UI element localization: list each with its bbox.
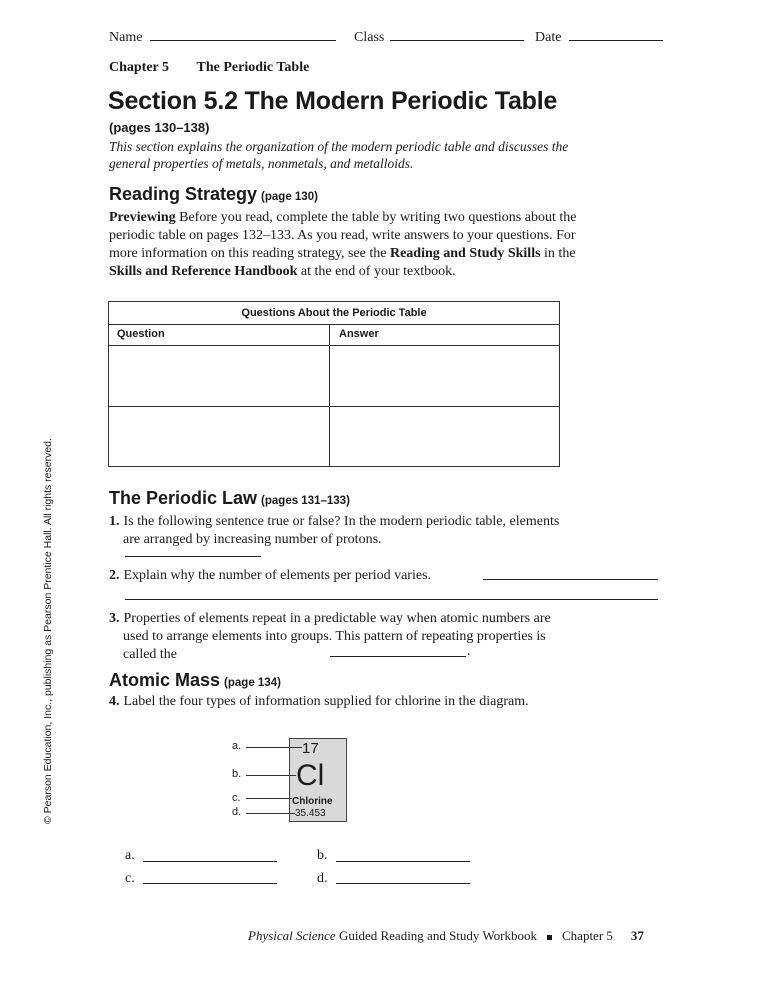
- date-label: Date: [535, 30, 562, 45]
- rs-text-2: in the: [540, 246, 576, 261]
- footer-book-title: Guided Reading and Study Workbook: [335, 928, 537, 943]
- answer-b-label: b.: [317, 848, 328, 863]
- diagram-label-d: d.: [232, 806, 242, 818]
- chapter-number: Chapter 5: [109, 60, 170, 75]
- element-atomic-mass: 35.453: [295, 808, 326, 819]
- question-4: [109, 693, 563, 711]
- diagram-leader-c: [246, 798, 292, 799]
- answer-a-line[interactable]: [143, 861, 277, 862]
- question-1-number: 1.: [109, 514, 120, 529]
- previewing-lead: Previewing: [109, 210, 176, 225]
- table-caption: Questions About the Periodic Table: [109, 302, 559, 325]
- question-3-text: Properties of elements repeat in a predictable way when atomic numbers are used to arrange elements into groups. This pattern of repeating properties is called the: [123, 611, 551, 662]
- reading-strategy-pages: (page 130): [261, 191, 318, 203]
- chapter-line: [109, 60, 309, 76]
- class-input[interactable]: [390, 28, 524, 41]
- question-1-text: Is the following sentence true or false? In the modern periodic table, elements are arranged by increasing number of protons.: [123, 514, 560, 547]
- table-header-question: Question: [117, 328, 165, 340]
- diagram-label-b: b.: [232, 768, 242, 780]
- copyright-sidebar: © Pearson Education, Inc., publishing as Pearson Prentice Hall. All rights reserved.: [42, 438, 54, 824]
- answer-b-line[interactable]: [336, 861, 470, 862]
- diagram-leader-b: [246, 775, 296, 776]
- reading-strategy-paragraph: [109, 209, 579, 281]
- question-2-number: 2.: [109, 568, 120, 583]
- questions-table: [108, 301, 560, 467]
- answer-a-label: a.: [125, 848, 135, 863]
- question-1: [109, 513, 573, 549]
- rs-text-3: at the end of your textbook.: [297, 264, 456, 279]
- question-4-number: 4.: [109, 694, 120, 709]
- class-field: [354, 28, 524, 46]
- class-label: Class: [354, 30, 385, 45]
- question-2-answer-line-2[interactable]: [125, 599, 658, 600]
- table-header-answer: Answer: [339, 328, 379, 340]
- question-2-text: Explain why the number of elements per period varies.: [123, 568, 432, 583]
- question-1-answer-line[interactable]: [125, 556, 261, 557]
- table-cell-question-1[interactable]: [109, 346, 329, 406]
- footer-book-title-italic: Physical Science: [248, 928, 336, 943]
- footer-chapter: Chapter 5: [562, 928, 613, 943]
- chapter-title: The Periodic Table: [196, 60, 310, 75]
- diagram-label-a: a.: [232, 740, 242, 752]
- date-input[interactable]: [569, 28, 663, 41]
- question-3-period: .: [467, 644, 471, 659]
- footer: [248, 928, 644, 944]
- diagram-label-c: c.: [232, 792, 241, 804]
- answer-d-line[interactable]: [336, 883, 470, 884]
- element-name: Chlorine: [292, 796, 333, 807]
- reading-strategy-heading: [109, 184, 318, 205]
- element-atomic-number: 17: [302, 740, 319, 757]
- element-symbol: Cl: [296, 759, 325, 792]
- rs-text-1: Before you read, complete the table by writing two questions about the periodic table on pages 132–133. As you read, write answers to your questions. For more information on this reading strategy, see the: [109, 210, 577, 261]
- answer-c-label: c.: [125, 871, 135, 886]
- reading-strategy-title: Reading Strategy: [109, 184, 258, 204]
- question-3-answer-line[interactable]: [330, 656, 466, 657]
- periodic-law-heading: [109, 488, 350, 509]
- atomic-mass-heading: [109, 670, 281, 691]
- atomic-mass-pages: (page 134): [224, 677, 281, 689]
- rs-bold-2: Skills and Reference Handbook: [109, 264, 298, 279]
- question-4-text: Label the four types of information supplied for chlorine in the diagram.: [123, 694, 529, 709]
- section-pages: (pages 130–138): [109, 120, 210, 135]
- periodic-law-pages: (pages 131–133): [261, 495, 350, 507]
- name-label: Name: [109, 30, 143, 45]
- name-input[interactable]: [150, 28, 336, 41]
- table-cell-answer-2[interactable]: [330, 407, 559, 466]
- date-field: [535, 28, 663, 46]
- question-2: [109, 567, 431, 585]
- periodic-law-title: The Periodic Law: [109, 488, 258, 508]
- diagram-leader-d: [246, 813, 295, 814]
- footer-bullet: [547, 935, 552, 940]
- question-2-answer-line-1[interactable]: [483, 579, 658, 580]
- question-3-number: 3.: [109, 611, 120, 626]
- answer-c-line[interactable]: [143, 883, 277, 884]
- table-cell-answer-1[interactable]: [330, 346, 559, 406]
- diagram-leader-a: [246, 747, 302, 748]
- rs-bold-1: Reading and Study Skills: [389, 246, 541, 261]
- table-cell-question-2[interactable]: [109, 407, 329, 466]
- atomic-mass-title: Atomic Mass: [109, 670, 221, 690]
- section-title: Section 5.2 The Modern Periodic Table: [108, 87, 558, 115]
- page-number: 37: [630, 928, 644, 943]
- answer-d-label: d.: [317, 871, 328, 886]
- name-field: [109, 28, 336, 46]
- section-intro: This section explains the organization of the modern periodic table and discusses the general properties of metals, nonmetals, and metalloids.: [109, 139, 569, 171]
